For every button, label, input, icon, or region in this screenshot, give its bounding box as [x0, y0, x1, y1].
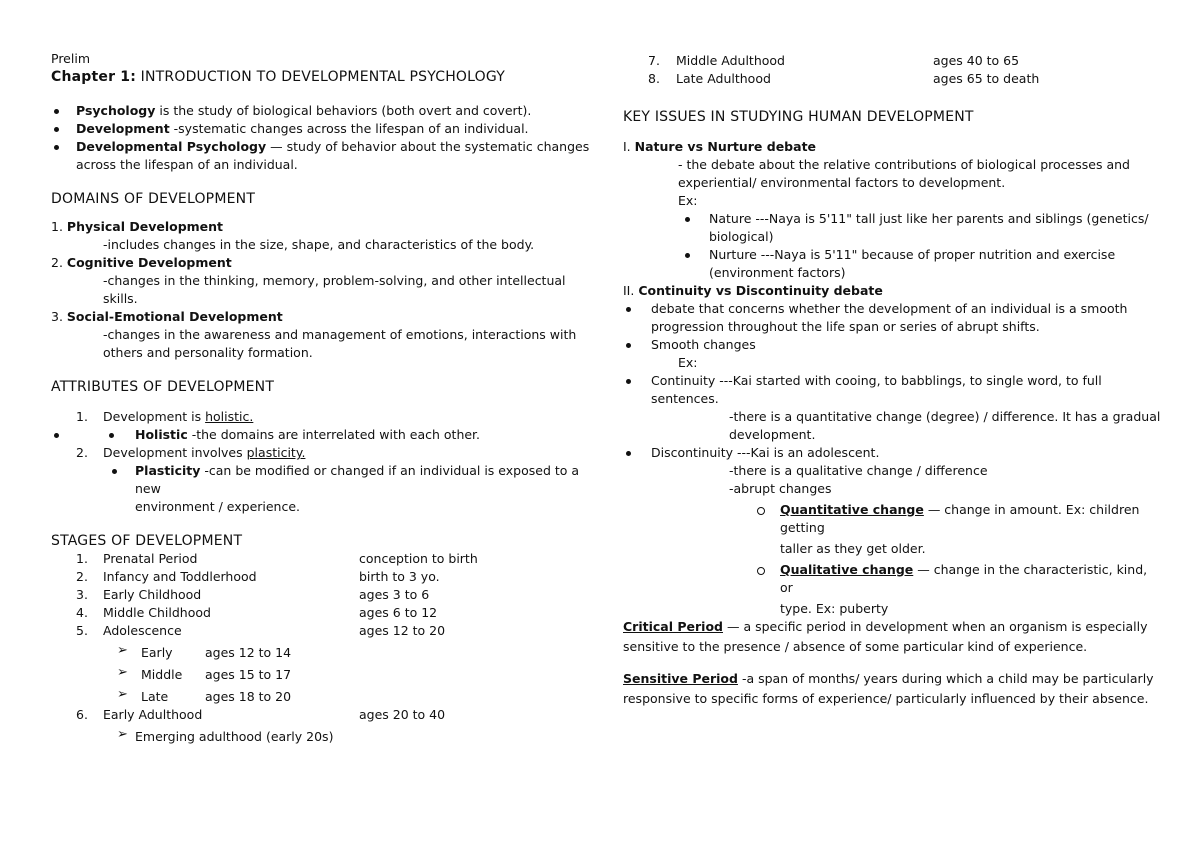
- definition-development: [51, 120, 591, 138]
- domain-number: 1.: [51, 219, 63, 234]
- attribute-plasticity: [51, 444, 591, 462]
- bullet-icon: [685, 253, 690, 258]
- nature-ex-label: Ex:: [678, 193, 698, 208]
- attribute-text: Development is: [103, 409, 206, 424]
- nature-example: [623, 210, 1163, 228]
- stage-number: 3.: [76, 587, 88, 602]
- chapter-label: Chapter 1:: [51, 69, 137, 85]
- domain-description: others and personality formation.: [103, 345, 313, 360]
- bullet-icon: [112, 469, 117, 474]
- definition-text: -systematic changes across the lifespan of an individual.: [169, 121, 529, 136]
- attribute-holistic: [51, 408, 591, 426]
- circle-bullet-icon: [757, 567, 765, 575]
- example-cont: biological): [709, 229, 774, 244]
- definition-text: — study of behavior about the systematic changes: [266, 139, 590, 154]
- stage-row: [51, 604, 591, 622]
- stage-row: [623, 70, 1163, 88]
- sensitive-cont: responsive to specific forms of experience/ particularly influenced by their absence.: [623, 691, 1149, 706]
- circle-bullet-icon: [757, 507, 765, 515]
- right-column: [623, 52, 1163, 708]
- domain-number: 3.: [51, 309, 63, 324]
- substage-age: ages 12 to 14: [205, 645, 292, 660]
- stage-row: [623, 52, 1163, 70]
- stage-name: Middle Childhood: [103, 605, 211, 620]
- arrow-icon: ➢: [117, 727, 128, 742]
- stage-number: 7.: [648, 53, 660, 68]
- roman-numeral: I.: [623, 139, 631, 154]
- change-cont: taller as they get older.: [780, 541, 926, 556]
- qualitative-change: [623, 561, 1163, 597]
- change-text: — change in the characteristic, kind, or: [780, 562, 1148, 595]
- attribute-desc: -can be modified or changed if an individual is exposed to a new: [135, 463, 580, 496]
- stages-heading: STAGES OF DEVELOPMENT: [51, 533, 243, 549]
- attribute-term: Plasticity: [135, 463, 201, 478]
- domain-title: Cognitive Development: [66, 255, 232, 270]
- continuity-detail: -there is a quantitative change (degree) / difference. It has a gradual: [729, 409, 1161, 424]
- attribute-desc: -the domains are interrelated with each other.: [187, 427, 481, 442]
- quantitative-change: [623, 501, 1163, 537]
- substage-name: Middle: [141, 667, 183, 682]
- domain-number: 2.: [51, 255, 63, 270]
- attribute-term: Holistic: [135, 427, 188, 442]
- stage-row: [51, 586, 591, 604]
- stage-age: conception to birth: [359, 551, 478, 566]
- prelim-label: Prelim: [51, 51, 90, 66]
- domain-social-emotional: [51, 308, 591, 326]
- substage-name: Early: [141, 645, 173, 660]
- definition-continuation: across the lifespan of an individual.: [76, 157, 298, 172]
- stage-name: Late Adulthood: [676, 71, 771, 86]
- critical-text: — a specific period in development when an organism is especially: [723, 619, 1148, 634]
- smooth-changes: Smooth changes: [623, 336, 1163, 354]
- stages-list: [51, 550, 591, 640]
- domain-title: Social-Emotional Development: [66, 309, 283, 324]
- stage-name: Prenatal Period: [103, 551, 198, 566]
- substage-age: ages 15 to 17: [205, 667, 292, 682]
- continuity-detail: development.: [729, 427, 816, 442]
- attribute-key: holistic.: [205, 409, 254, 424]
- domain-cognitive: [51, 254, 591, 272]
- domain-description: -changes in the thinking, memory, problem-solving, and other intellectual skills.: [103, 273, 566, 306]
- adolescence-substage: [51, 684, 591, 706]
- stage-number: 4.: [76, 605, 88, 620]
- continuity-title: [623, 282, 1163, 300]
- definition-text: is the study of biological behaviors (both overt and covert).: [155, 103, 532, 118]
- adolescence-substage: [51, 662, 591, 684]
- stage-number: 6.: [76, 707, 88, 722]
- change-term: Qualitative change: [780, 562, 914, 577]
- roman-numeral: II.: [623, 283, 635, 298]
- bullet-icon: [685, 217, 690, 222]
- stage-name: Middle Adulthood: [676, 53, 785, 68]
- attribute-number: 1.: [76, 409, 88, 424]
- example-cont: (environment factors): [709, 265, 846, 280]
- stage-row: [51, 706, 591, 724]
- sensitive-term: Sensitive Period: [623, 671, 738, 686]
- stage-number: 5.: [76, 623, 88, 638]
- continuity-desc-cont: progression throughout the life span or series of abrupt shifts.: [651, 319, 1040, 334]
- example-text: Nurture ---Naya is 5'11" because of proper nutrition and exercise: [709, 247, 1116, 262]
- attribute-detail: [51, 462, 591, 498]
- change-cont: type. Ex: puberty: [780, 601, 889, 616]
- substage-age: ages 18 to 20: [205, 689, 292, 704]
- adolescence-substages: [51, 640, 591, 706]
- sensitive-period: [623, 670, 1163, 688]
- attribute-text: Development involves: [103, 445, 247, 460]
- left-column: [51, 50, 591, 747]
- attribute-detail: [51, 426, 591, 444]
- smooth-ex: Ex:: [678, 355, 698, 370]
- stage-age: ages 40 to 65: [933, 53, 1020, 68]
- substage-name: Late: [141, 689, 169, 704]
- discontinuity-example: Discontinuity ---Kai is an adolescent.: [623, 444, 1163, 462]
- arrow-icon: ➢: [117, 643, 128, 658]
- chapter-name: INTRODUCTION TO DEVELOPMENTAL PSYCHOLOGY: [136, 69, 505, 85]
- late-stages-list: [623, 52, 1163, 88]
- example-text: Nature ---Naya is 5'11" tall just like her parents and siblings (genetics/: [709, 211, 1149, 226]
- attributes-heading: ATTRIBUTES OF DEVELOPMENT: [51, 379, 275, 395]
- stage-row: [51, 622, 591, 640]
- attribute-detail-cont: environment / experience.: [135, 499, 301, 514]
- term-psychology: Psychology: [76, 103, 156, 118]
- term-developmental-psychology: Developmental Psychology: [76, 139, 267, 154]
- change-term: Quantitative change: [780, 502, 924, 517]
- stage-name: Early Childhood: [103, 587, 202, 602]
- stage-age: ages 3 to 6: [359, 587, 430, 602]
- continuity-desc: debate that concerns whether the development of an individual is a smooth: [623, 300, 1163, 318]
- stage-age: birth to 3 yo.: [359, 569, 440, 584]
- stage-age: ages 65 to death: [933, 71, 1040, 86]
- stage-name: Adolescence: [103, 623, 182, 638]
- stage-number: 2.: [76, 569, 88, 584]
- discontinuity-detail: -abrupt changes: [729, 481, 832, 496]
- critical-cont: sensitive to the presence / absence of some particular kind of experience.: [623, 639, 1088, 654]
- definition-psychology: [51, 102, 591, 120]
- critical-term: Critical Period: [623, 619, 723, 634]
- stage-age: ages 6 to 12: [359, 605, 438, 620]
- stage-name: Infancy and Toddlerhood: [103, 569, 257, 584]
- adolescence-substage: [51, 640, 591, 662]
- discontinuity-detail: -there is a qualitative change / difference: [729, 463, 988, 478]
- change-text: — change in amount. Ex: children getting: [780, 502, 1140, 535]
- key-issues-heading: KEY ISSUES IN STUDYING HUMAN DEVELOPMENT: [623, 109, 974, 125]
- term-development: Development: [76, 121, 170, 136]
- attribute-key: plasticity.: [246, 445, 306, 460]
- stage-age: ages 20 to 40: [359, 707, 446, 722]
- nature-desc: experiential/ environmental factors to development.: [678, 175, 1006, 190]
- stage-name: Early Adulthood: [103, 707, 203, 722]
- nature-desc: - the debate about the relative contributions of biological processes and: [678, 157, 1130, 172]
- emerging-text: Emerging adulthood (early 20s): [135, 729, 334, 744]
- stage-row: [51, 550, 591, 568]
- bullet-icon: [109, 433, 114, 438]
- arrow-icon: ➢: [117, 687, 128, 702]
- sensitive-text: -a span of months/ years during which a child may be particularly: [737, 671, 1154, 686]
- debate-title: Continuity vs Discontinuity debate: [638, 283, 883, 298]
- definition-developmental-psychology: [51, 138, 591, 156]
- chapter-title: [51, 68, 591, 86]
- emerging-adulthood: [51, 724, 591, 747]
- domain-description: -includes changes in the size, shape, and characteristics of the body.: [103, 237, 535, 252]
- nurture-example: [623, 246, 1163, 264]
- stage-row: [51, 568, 591, 586]
- debate-title: Nature vs Nurture debate: [634, 139, 817, 154]
- nature-nurture-title: [623, 138, 1163, 156]
- stage-age: ages 12 to 20: [359, 623, 446, 638]
- domain-title: Physical Development: [66, 219, 224, 234]
- attribute-number: 2.: [76, 445, 88, 460]
- critical-period: [623, 618, 1163, 636]
- domain-physical: [51, 218, 591, 236]
- domain-description: -changes in the awareness and management of emotions, interactions with: [103, 327, 577, 342]
- stage-number: 8.: [648, 71, 660, 86]
- continuity-example: Continuity ---Kai started with cooing, to babblings, to single word, to full sentences.: [623, 372, 1163, 408]
- domains-heading: DOMAINS OF DEVELOPMENT: [51, 191, 256, 207]
- stage-number: 1.: [76, 551, 88, 566]
- arrow-icon: ➢: [117, 665, 128, 680]
